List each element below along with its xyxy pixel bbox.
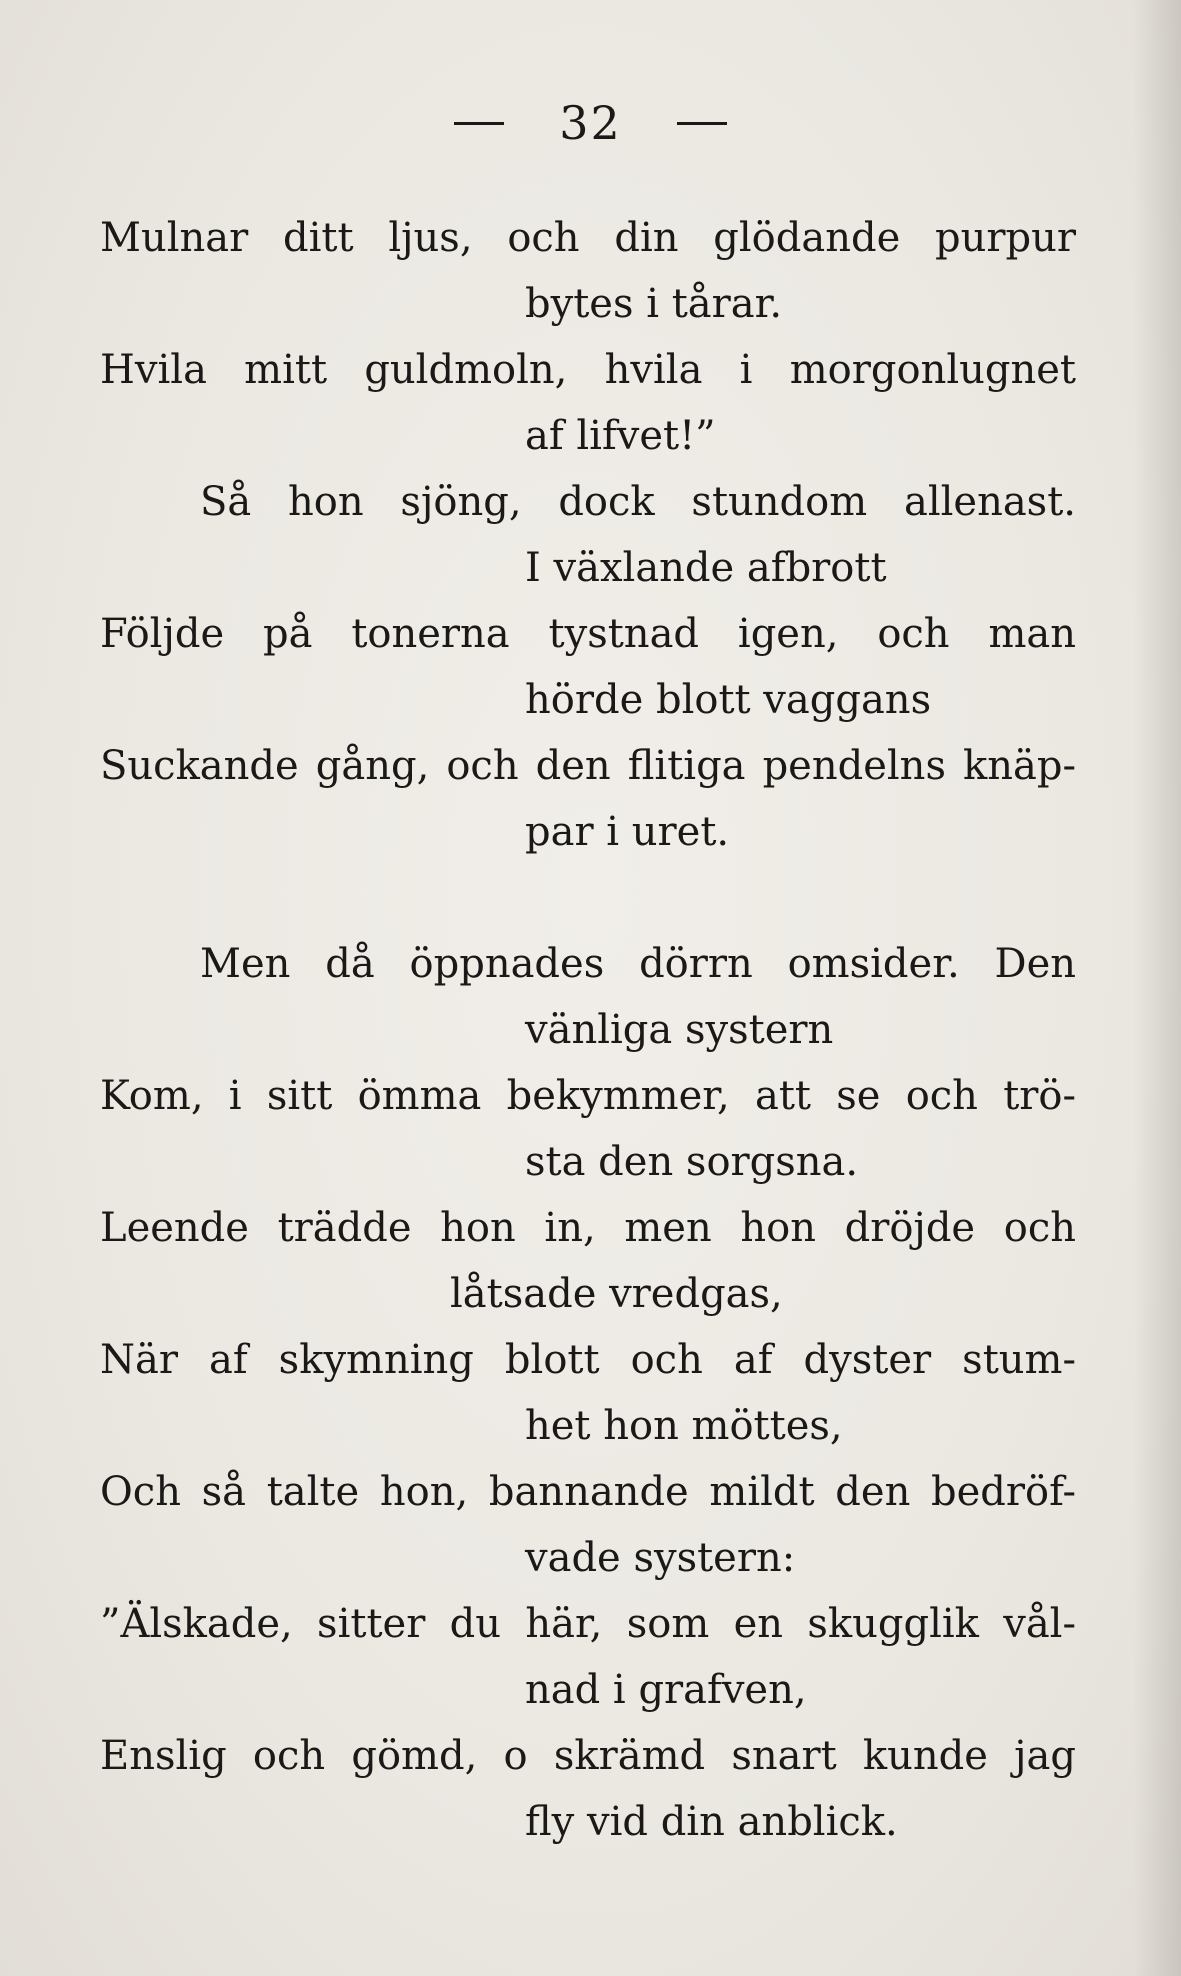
text-line: låtsade vredgas, — [450, 1271, 783, 1317]
text-line: Och så talte hon, bannande mildt den bedröf- — [100, 1469, 1076, 1515]
text-line: Mulnar ditt ljus, och din glödande purpur — [100, 215, 1076, 261]
header-dash-left — [454, 122, 504, 125]
text-line: nad i grafven, — [525, 1667, 807, 1713]
text-line: bytes i tårar. — [525, 281, 783, 327]
text-line: Suckande gång, och den flitiga pendelns knäp- — [100, 743, 1076, 789]
text-line: vänliga systern — [525, 1007, 834, 1053]
text-line: ”Älskade, sitter du här, som en skugglik vål- — [100, 1601, 1076, 1647]
text-line: I växlande afbrott — [525, 545, 887, 591]
text-line: Så hon sjöng, dock stundom allenast. — [200, 479, 1076, 525]
text-line: När af skymning blott och af dyster stum- — [100, 1337, 1076, 1383]
text-line: fly vid din anblick. — [525, 1799, 898, 1845]
page-edge-shadow — [1133, 0, 1181, 1976]
text-line: Hvila mitt guldmoln, hvila i morgonlugnet — [100, 347, 1076, 393]
poem-text — [100, 205, 1076, 1855]
page-header — [0, 92, 1181, 150]
text-line: hörde blott vaggans — [525, 677, 932, 723]
page-number: 32 — [559, 96, 622, 150]
text-line: het hon möttes, — [525, 1403, 843, 1449]
text-line: sta den sorgsna. — [525, 1139, 859, 1185]
text-line: par i uret. — [525, 809, 730, 855]
text-line: Leende trädde hon in, men hon dröjde och — [100, 1205, 1076, 1251]
text-line: Enslig och gömd, o skrämd snart kunde jag — [100, 1733, 1076, 1779]
text-line: af lifvet!” — [525, 413, 716, 459]
text-line: vade systern: — [525, 1535, 796, 1581]
text-line: Följde på tonerna tystnad igen, och man — [100, 611, 1076, 657]
text-line: Kom, i sitt ömma bekymmer, att se och trö- — [100, 1073, 1076, 1119]
stanza-gap — [100, 865, 1076, 931]
header-dash-right — [677, 122, 727, 125]
text-line: Men då öppnades dörrn omsider. Den — [200, 941, 1076, 987]
